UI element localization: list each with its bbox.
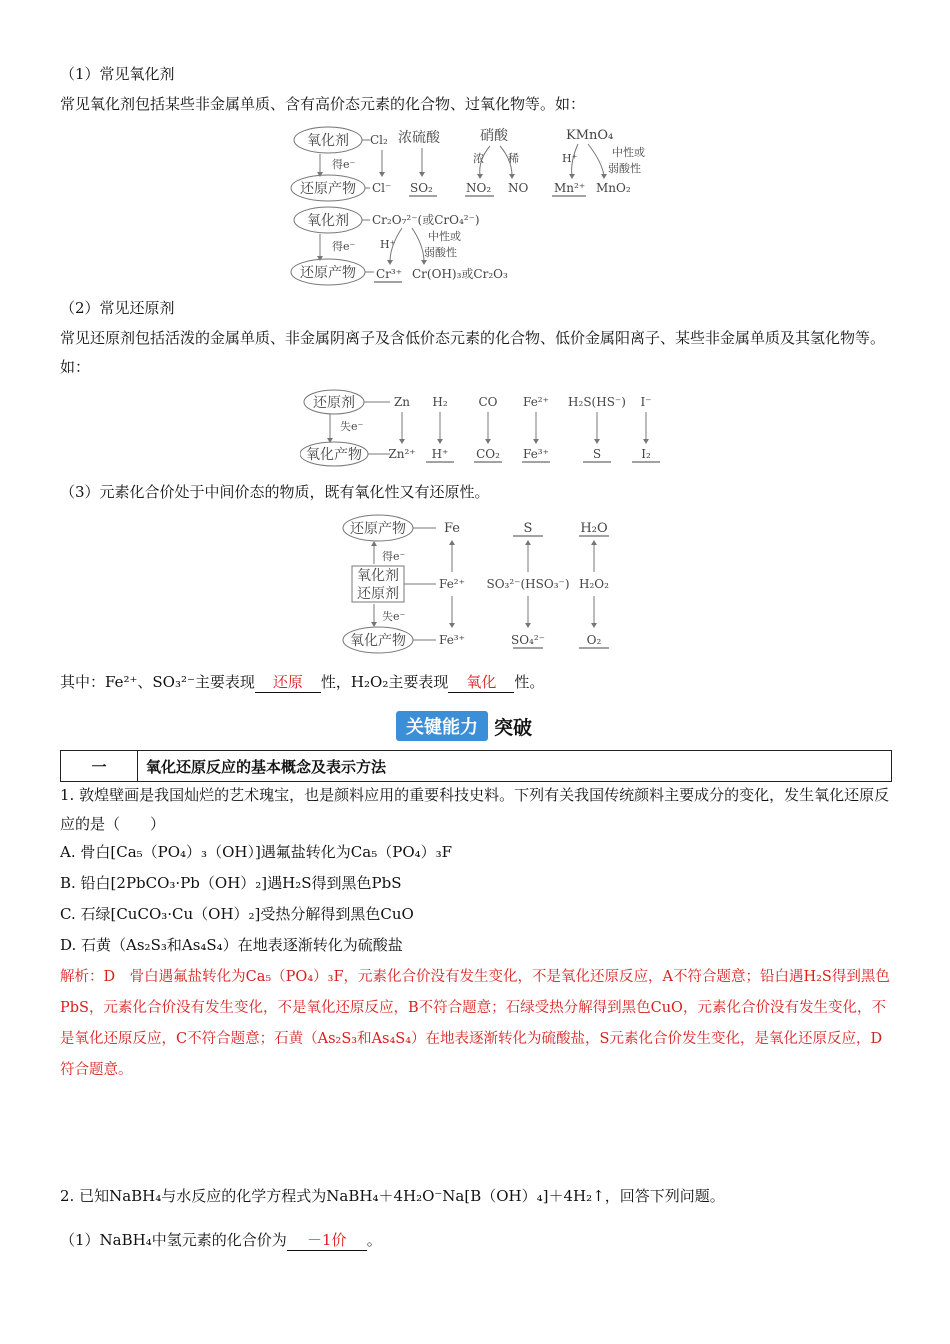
- svg-text:还原产物: 还原产物: [300, 265, 356, 281]
- svg-text:得e⁻: 得e⁻: [332, 240, 356, 253]
- section-header-table: [60, 750, 892, 782]
- svg-text:H⁺: H⁺: [562, 152, 578, 165]
- svg-text:Cl⁻: Cl⁻: [372, 181, 392, 195]
- oxidant-label: 氧化剂: [307, 133, 349, 149]
- svg-text:得e⁻: 得e⁻: [382, 550, 406, 563]
- question-1-option-d: D. 石黄（As₂S₃和As₄S₄）在地表逐渐转化为硫酸盐: [60, 936, 403, 954]
- reductant-species: CO: [478, 395, 498, 409]
- oxidant-diagram-1: [290, 122, 670, 210]
- svg-text:Cr₂O₇²⁻(或CrO₄²⁻): Cr₂O₇²⁻(或CrO₄²⁻): [372, 213, 480, 227]
- svg-text:MnO₂: MnO₂: [596, 181, 631, 195]
- section-3-note: 其中：Fe²⁺、SO₃²⁻主要表现 还原 性，H₂O₂主要表现 氧化 性。: [60, 673, 545, 691]
- svg-text:失e⁻: 失e⁻: [340, 420, 364, 433]
- svg-text:浓: 浓: [473, 152, 484, 165]
- reductant-species: Zn: [393, 395, 411, 409]
- svg-text:Cl₂: Cl₂: [370, 133, 388, 147]
- svg-text:氧化剂: 氧化剂: [357, 568, 399, 584]
- answer-blank-reduction: 还原: [255, 672, 321, 693]
- oxidized-form: O₂: [586, 633, 602, 647]
- svg-text:SO₂: SO₂: [410, 181, 433, 195]
- reduced-form: S: [523, 521, 533, 536]
- reduction-product-label: 还原产物: [300, 181, 356, 197]
- section-2-text: 常见还原剂包括活泼的金属单质、非金属阴离子及含低价态元素的化合物、低价金属阳离子、某些非金属单质及其氢化物等。如：: [60, 329, 886, 376]
- oxidation-product-species: Zn²⁺: [388, 447, 416, 461]
- intermediate-valence-diagram: [340, 512, 630, 654]
- svg-text:中性或: 中性或: [612, 146, 645, 159]
- section-number: 一: [61, 751, 138, 782]
- oxidation-product-species: CO₂: [476, 447, 500, 461]
- oxidized-form: SO₄²⁻: [510, 633, 546, 647]
- svg-text:Cr(OH)₃或Cr₂O₃: Cr(OH)₃或Cr₂O₃: [412, 267, 508, 281]
- question-1-analysis: 解析：D 骨白遇氟盐转化为Ca₅（PO₄）₃F，元素化合价没有发生变化，不是氧化还原反应，A不符合题意；铅白遇H₂S得到黑色PbS，元素化合价没有发生变化，不是氧化还原反应，B不符合题意；石绿受热分解得到黑色CuO，元素化合价没有发生变化，不是氧化还原反应，C不符合题意；石黄（As₂S₃和As₄S₄）在地表逐渐转化为硫酸盐，S元素化合价发生变化，是氧化还原反应，D符合题意。: [60, 969, 890, 1078]
- svg-text:H⁺: H⁺: [380, 238, 396, 251]
- svg-text:氧化剂: 氧化剂: [307, 213, 349, 229]
- svg-text:还原剂: 还原剂: [357, 586, 399, 602]
- oxidation-product-species: S: [592, 447, 602, 461]
- answer-blank-oxidation: 氧化: [448, 672, 514, 693]
- oxidation-product-species: H⁺: [431, 447, 449, 461]
- svg-text:中性或: 中性或: [428, 230, 461, 243]
- reductant-diagram: [300, 388, 670, 470]
- svg-text:KMnO₄: KMnO₄: [566, 128, 614, 143]
- reductant-species: Fe²⁺: [523, 395, 549, 409]
- reduced-form: Fe: [443, 521, 461, 536]
- svg-text:NO₂: NO₂: [466, 181, 492, 195]
- intermediate-species: SO₃²⁻(HSO₃⁻): [486, 577, 570, 591]
- question-1-option-a: A. 骨白[Ca₅（PO₄）₃（OH）]遇氟盐转化为Ca₅（PO₄）₃F: [60, 843, 453, 861]
- question-1-option-c: C. 石绿[CuCO₃·Cu（OH）₂]受热分解得到黑色CuO: [60, 905, 414, 923]
- svg-text:稀: 稀: [508, 152, 519, 165]
- section-3-title: （3）元素化合价处于中间价态的物质，既有氧化性又有还原性。: [60, 483, 490, 501]
- oxidation-product-species: I₂: [641, 447, 651, 461]
- svg-text:失e⁻: 失e⁻: [382, 610, 406, 623]
- section-2-title: （2）常见还原剂: [60, 299, 175, 317]
- gain-electron-label: 得e⁻: [332, 158, 356, 171]
- svg-text:氧化产物: 氧化产物: [306, 447, 362, 463]
- svg-text:还原剂: 还原剂: [313, 395, 355, 411]
- question-2-part-1: （1）NaBH₄中氢元素的化合价为 －1价 。: [60, 1231, 382, 1249]
- svg-text:Cr³⁺: Cr³⁺: [376, 267, 403, 281]
- key-ability-header: 关键能力 突破: [396, 710, 532, 742]
- reductant-species: H₂S(HS⁻): [568, 395, 626, 409]
- section-title: 氧化还原反应的基本概念及表示方法: [138, 751, 892, 782]
- intermediate-species: H₂O₂: [579, 577, 609, 591]
- question-1-stem: 1. 敦煌壁画是我国灿烂的艺术瑰宝，也是颜料应用的重要科技史料。下列有关我国传统颜料主要成分的变化，发生氧化还原反应的是（ ）: [60, 786, 890, 833]
- svg-text:还原产物: 还原产物: [350, 521, 406, 537]
- reductant-species: H₂: [432, 395, 448, 409]
- svg-text:NO: NO: [508, 181, 529, 195]
- svg-text:硝酸: 硝酸: [480, 128, 508, 144]
- svg-text:弱酸性: 弱酸性: [608, 162, 641, 175]
- svg-text:Mn²⁺: Mn²⁺: [554, 181, 586, 195]
- svg-text:弱酸性: 弱酸性: [424, 246, 457, 259]
- intermediate-species: Fe²⁺: [439, 577, 465, 591]
- section-1-text: 常见氧化剂包括某些非金属单质、含有高价态元素的化合物、过氧化物等。如：: [60, 95, 586, 113]
- oxidized-form: Fe³⁺: [439, 633, 465, 647]
- oxidant-diagram-2: [290, 206, 530, 288]
- svg-text:氧化产物: 氧化产物: [350, 633, 406, 649]
- reductant-species: I⁻: [640, 395, 652, 409]
- reduced-form: H₂O: [580, 521, 608, 536]
- svg-text:浓硫酸: 浓硫酸: [398, 130, 440, 146]
- question-2-stem: 2. 已知NaBH₄与水反应的化学方程式为NaBH₄＋4H₂O⁻Na[B（OH）₄]＋4H₂↑，回答下列问题。: [60, 1187, 725, 1205]
- question-1-option-b: B. 铅白[2PbCO₃·Pb（OH）₂]遇H₂S得到黑色PbS: [60, 874, 402, 892]
- section-1-title: （1）常见氧化剂: [60, 65, 175, 83]
- oxidation-product-species: Fe³⁺: [523, 447, 549, 461]
- answer-blank-hydrogen-valence: －1价: [287, 1230, 367, 1251]
